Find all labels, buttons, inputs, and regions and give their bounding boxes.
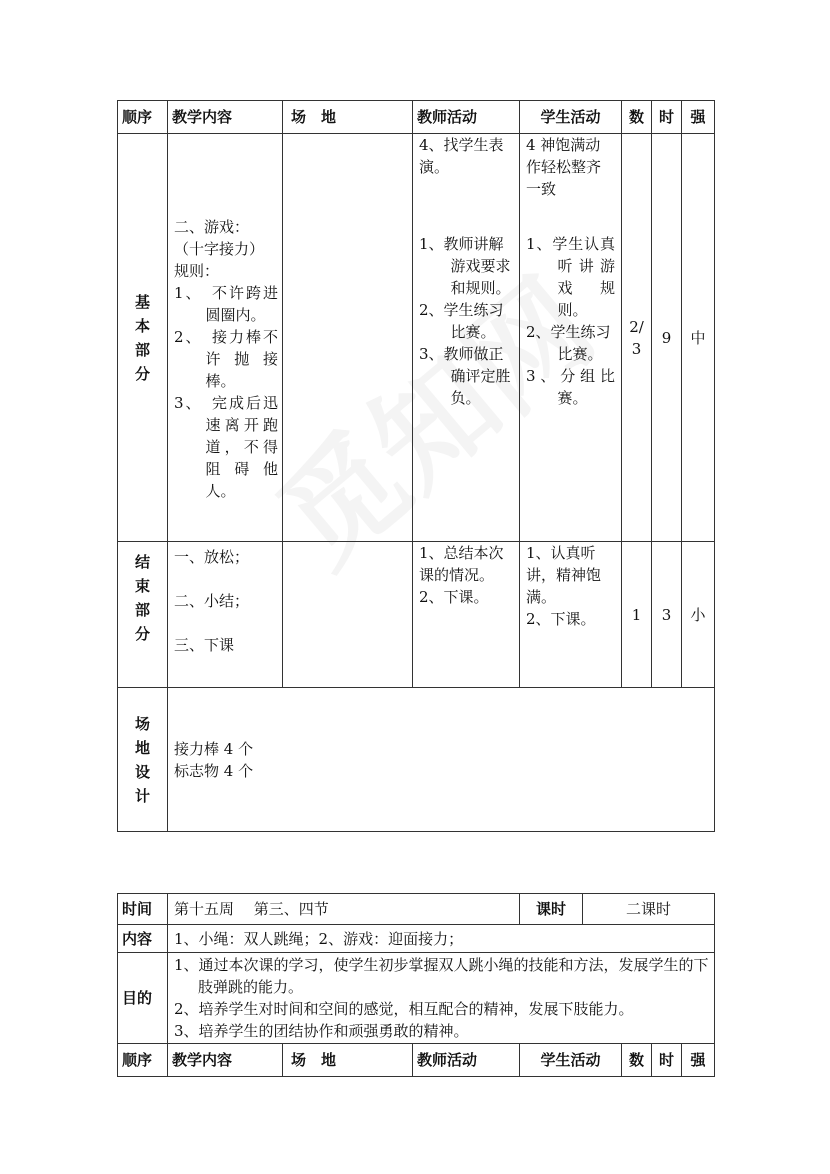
- header-site: 场 地: [283, 1044, 413, 1077]
- ending-teacher-item: 2、下课。: [419, 588, 489, 606]
- ending-section-row: [118, 542, 715, 688]
- lesson-plan-table-2: [117, 893, 715, 1077]
- site-design-cell: [168, 688, 715, 832]
- basic-teacher-cell: [413, 134, 520, 542]
- content-label: 内容: [118, 925, 168, 953]
- site-design-line: 接力棒 4 个: [174, 739, 254, 758]
- goal-item: 2、培养学生对时间和空间的感觉，相互配合的精神，发展下肢能力。: [174, 1000, 634, 1018]
- ending-content-item: 一、放松；: [174, 548, 250, 566]
- header-teacher: 教师活动: [413, 1044, 520, 1077]
- site-design-row: [118, 688, 715, 832]
- header-student: 学生活动: [520, 101, 622, 134]
- basic-site-cell: [283, 134, 413, 542]
- content-row: [118, 925, 715, 953]
- rule-item: 2、 接力棒不许抛接棒。: [174, 328, 278, 390]
- goal-item: 3、培养学生的团结协作和顽强勇敢的精神。: [174, 1022, 469, 1040]
- header-time: 时: [652, 101, 682, 134]
- goal-label: 目的: [118, 953, 168, 1044]
- ending-content-item: 二、小结；: [174, 592, 250, 610]
- table1-header-row: [118, 101, 715, 134]
- rule-item: 3、 完成后迅速离开跑道，不得阻碍他人。: [174, 394, 278, 500]
- basic-time: 9: [652, 134, 682, 542]
- content-line: 规则：: [174, 262, 220, 280]
- time-value: 第十五周 第三、四节: [168, 894, 520, 925]
- ending-teacher-item: 1、总结本次课的情况。: [419, 544, 504, 584]
- ending-student-cell: [520, 542, 622, 688]
- period-value: 二课时: [626, 900, 672, 918]
- site-design-line: 标志物 4 个: [174, 761, 254, 780]
- ending-teacher-cell: [413, 542, 520, 688]
- student-top-note: 4 神饱满动作轻松整齐一致: [526, 136, 602, 198]
- basic-intensity: 中: [682, 134, 715, 542]
- basic-section-label: 基本部分: [118, 134, 168, 542]
- header-site: 场 地: [283, 101, 413, 134]
- ending-intensity: 小: [682, 542, 715, 688]
- basic-student-cell: [520, 134, 622, 542]
- rule-item: 1、 不许跨进圆圈内。: [174, 284, 278, 324]
- header-content: 教学内容: [168, 101, 283, 134]
- ending-content-item: 三、下课: [174, 636, 235, 654]
- header-count: 数: [622, 1044, 652, 1077]
- header-teacher: 教师活动: [413, 101, 520, 134]
- teacher-item: 3、教师做正确评定胜负。: [419, 345, 511, 407]
- goal-item: 1、通过本次课的学习，使学生初步掌握双人跳小绳的技能和方法，发展学生的下肢弹跳的能力。: [174, 956, 709, 996]
- header-intensity: 强: [682, 1044, 715, 1077]
- header-order: 顺序: [118, 1044, 168, 1077]
- student-item: 2、学生练习比赛。: [526, 323, 611, 363]
- ending-count: 1: [622, 542, 652, 688]
- goal-cell: [168, 953, 715, 1044]
- ending-site-cell: [283, 542, 413, 688]
- period-label: 课时: [520, 894, 583, 924]
- header-student: 学生活动: [520, 1044, 622, 1077]
- site-design-label: 场地设计: [118, 688, 168, 832]
- header-count: 数: [622, 101, 652, 134]
- ending-time: 3: [652, 542, 682, 688]
- ending-content-cell: [168, 542, 283, 688]
- time-row: [118, 894, 715, 925]
- basic-section-row: [118, 134, 715, 542]
- lesson-plan-table-1: [117, 100, 715, 832]
- goal-row: [118, 953, 715, 1044]
- time-label: 时间: [118, 894, 168, 925]
- period-cell: [520, 894, 715, 925]
- content-line: （十字接力）: [174, 240, 265, 258]
- basic-content-cell: [168, 134, 283, 542]
- teacher-top-note: 4、找学生表演。: [419, 136, 504, 176]
- teacher-item: 1、教师讲解游戏要求和规则。: [419, 235, 511, 297]
- content-line: 二、游戏：: [174, 218, 250, 236]
- content-value: 1、小绳：双人跳绳；2、游戏：迎面接力；: [168, 925, 715, 953]
- header-content: 教学内容: [168, 1044, 283, 1077]
- ending-student-item: 2、下课。: [526, 610, 596, 628]
- student-item: 3、分组比赛。: [526, 367, 615, 407]
- header-order: 顺序: [118, 101, 168, 134]
- teacher-item: 2、学生练习比赛。: [419, 301, 504, 341]
- header-intensity: 强: [682, 101, 715, 134]
- header-time: 时: [652, 1044, 682, 1077]
- student-item: 1、学生认真听讲游戏规则。: [526, 235, 615, 319]
- basic-count: 2/3: [622, 134, 652, 542]
- ending-student-item: 1、认真听讲，精神饱满。: [526, 544, 602, 606]
- ending-section-label: 结束部分: [118, 542, 168, 688]
- table2-header-row: [118, 1044, 715, 1077]
